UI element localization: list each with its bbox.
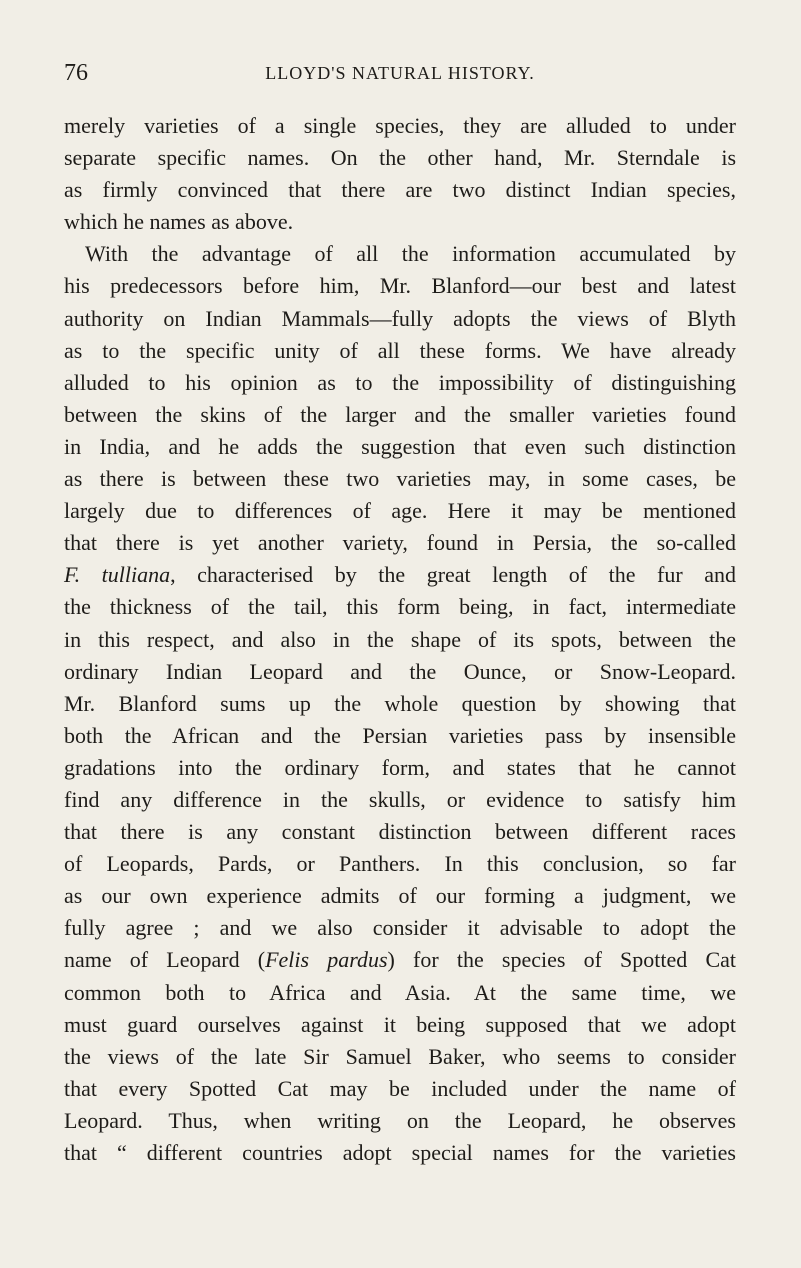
text-line: that “ different countries adopt special names for the varieties — [64, 1140, 736, 1165]
text-line: both the African and the Persian varieties pass by insensible — [64, 722, 736, 748]
text-line: as firmly convinced that there are two distinct Indian species, — [64, 177, 736, 203]
text-line: alluded to his opinion as to the impossibility of distinguishing — [64, 369, 736, 395]
text-line: the thickness of the tail, this form being, in fact, intermediate — [64, 594, 736, 620]
text-line: ordinary Indian Leopard and the Ounce, or Snow-Leopard. — [64, 658, 736, 684]
text-line: merely varieties of a single species, they are alluded to under — [64, 113, 736, 138]
body-text — [64, 110, 736, 1169]
text-line: that there is yet another variety, found in Persia, the so-called — [64, 530, 736, 556]
text-line: authority on Indian Mammals—fully adopts the views of Blyth — [64, 305, 736, 331]
text-line: separate specific names. On the other hand, Mr. Sterndale is — [64, 145, 736, 171]
page-number: 76 — [64, 60, 88, 86]
text-line: name of Leopard (Felis pardus) for the species of Spotted Cat — [64, 947, 736, 973]
text-line: that there is any constant distinction between different races — [64, 819, 736, 845]
text-line: in this respect, and also in the shape of its spots, between the — [64, 626, 736, 652]
text-line: as our own experience admits of our forming a judgment, we — [64, 883, 736, 909]
text-line: as there is between these two varieties may, in some cases, be — [64, 466, 736, 492]
page-header — [64, 58, 736, 88]
text-line: largely due to differences of age. Here it may be mentioned — [64, 498, 736, 524]
species-name-italic: Felis pardus — [265, 947, 388, 973]
text-line: must guard ourselves against it being supposed that we adopt — [64, 1011, 736, 1037]
text-line: his predecessors before him, Mr. Blanford—our best and latest — [64, 273, 736, 299]
text-line: that every Spotted Cat may be included under the name of — [64, 1075, 736, 1101]
text-line: With the advantage of all the information accumulated by — [85, 241, 736, 267]
text-line: fully agree ; and we also consider it advisable to adopt the — [64, 915, 736, 941]
running-head: LLOYD'S NATURAL HISTORY. — [265, 63, 535, 83]
text-line: the views of the late Sir Samuel Baker, who seems to consider — [64, 1043, 736, 1069]
text-line: in India, and he adds the suggestion that even such distinction — [64, 433, 736, 459]
text-line: gradations into the ordinary form, and states that he cannot — [64, 754, 736, 780]
text-line: common both to Africa and Asia. At the same time, we — [64, 979, 736, 1005]
species-name-italic: F. tulliana — [64, 562, 171, 588]
text-line: between the skins of the larger and the smaller varieties found — [64, 401, 736, 427]
text-line: as to the specific unity of all these forms. We have already — [64, 337, 736, 363]
text-line: F. tulliana, characterised by the great length of the fur and — [64, 562, 736, 588]
text-line: Leopard. Thus, when writing on the Leopard, he observes — [64, 1107, 736, 1133]
text-line: Mr. Blanford sums up the whole question by showing that — [64, 690, 736, 716]
text-line: of Leopards, Pards, or Panthers. In this conclusion, so far — [64, 851, 736, 877]
text-line: which he names as above. — [64, 209, 294, 235]
text-line: find any difference in the skulls, or evidence to satisfy him — [64, 786, 736, 812]
